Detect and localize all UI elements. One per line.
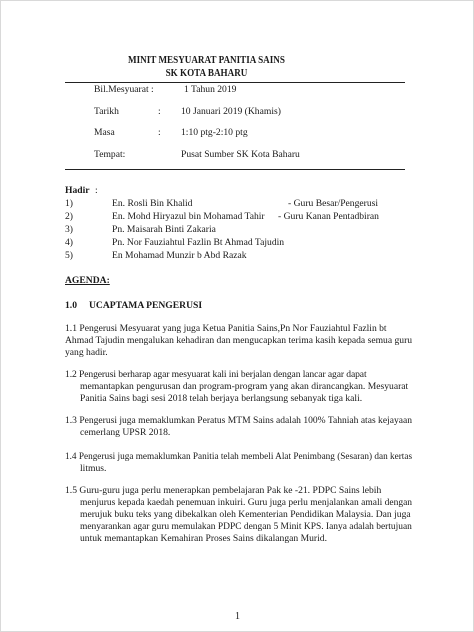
attendee-name: En. Rosli Bin Khalid	[112, 198, 193, 209]
attendee-name: Pn. Nor Fauziahtul Fazlin Bt Ahmad Tajudin	[112, 237, 285, 248]
date-value: 10 Januari 2019 (Khamis)	[181, 106, 281, 117]
attendee-number: 3)	[65, 224, 73, 235]
item-line: untuk memantapkan Kemahiran Proses Sains dikalangan Murid.	[80, 533, 327, 544]
item-line: yang hadir.	[65, 347, 108, 358]
time-colon: :	[158, 127, 161, 138]
attendee-number: 5)	[65, 250, 73, 261]
attendee-number: 4)	[65, 237, 73, 248]
page-number: 1	[235, 611, 240, 622]
section-title: UCAPTAMA PENGERUSI	[89, 300, 203, 311]
document-title: MINIT MESYUARAT PANITIA SAINS	[128, 55, 285, 66]
item-line: 1.1 Pengerusi Mesyuarat yang juga Ketua Panitia Sains,Pn Nor Fauziahtul Fazlin bt	[65, 323, 387, 334]
time-label: Masa	[94, 127, 115, 138]
meeting-number-label: Bil.Mesyuarat :	[94, 84, 154, 95]
date-colon: :	[158, 106, 161, 117]
section-number: 1.0	[65, 300, 77, 311]
item-line: 1.2 Pengerusi berharap agar mesyuarat kali ini berjalan dengan lancar agar dapat	[65, 369, 367, 380]
time-value: 1:10 ptg-2:10 ptg	[181, 127, 248, 138]
attendee-name: Pn. Maisarah Binti Zakaria	[112, 224, 216, 235]
meeting-number-value: 1 Tahun 2019	[184, 84, 237, 95]
attendee-number: 1)	[65, 198, 73, 209]
date-label: Tarikh	[94, 106, 119, 117]
venue-label: Tempat:	[94, 149, 126, 160]
item-line: 1.4 Pengerusi juga memaklumkan Panitia telah membeli Alat Penimbang (Sesaran) dan kertas	[65, 451, 413, 462]
item-line: 1.5 Guru-guru juga perlu menerapkan pembelajaran Pak ke -21. PDPC Sains lebih	[65, 485, 382, 496]
school-name: SK KOTA BAHARU	[165, 68, 248, 79]
attendance-colon: :	[95, 185, 98, 196]
attendance-heading: Hadir	[65, 185, 90, 196]
item-line: 1.3 Pengerusi juga memaklumkan Peratus MTM Sains adalah 100% Tahniah atas kejayaan	[65, 415, 412, 426]
item-line: menjurus kepada kaedah penemuan inkuiri. Guru juga perlu menjalankan amali dengan	[80, 497, 413, 508]
attendee-number: 2)	[65, 211, 73, 222]
attendee-role: - Guru Kanan Pentadbiran	[278, 211, 379, 222]
header-top-rule	[65, 82, 405, 83]
header-bottom-rule	[65, 169, 405, 170]
venue-value: Pusat Sumber SK Kota Baharu	[181, 149, 300, 160]
attendee-name: En Mohamad Munzir b Abd Razak	[112, 250, 247, 261]
item-line: Panitia Sains bagi sesi 2018 telah berjaya berlangsung sebanyak tiga kali.	[80, 393, 363, 404]
item-line: memantapkan pengurusan dan program-program yang akan dirancangkan. Mesyuarat	[80, 381, 409, 392]
item-line: cemerlang UPSR 2018.	[80, 427, 171, 438]
attendee-name: En. Mohd Hiryazul bin Mohamad Tahir	[112, 211, 265, 222]
item-line: litmus.	[80, 463, 107, 474]
agenda-heading: AGENDA:	[65, 275, 110, 286]
item-line: menyarankan agar guru memulakan PDPC dengan 5 Minit KPS. Ianya adalah bertujuan	[80, 521, 412, 532]
item-line: merujuk buku teks yang dibekalkan oleh Kementerian Pendidikan Malaysia. Dan juga	[80, 509, 411, 520]
attendee-role: - Guru Besar/Pengerusi	[288, 198, 379, 209]
item-line: Ahmad Tajudin mengalukan kehadiran dan mengucapkan terima kasih kepada semua guru	[65, 335, 413, 346]
